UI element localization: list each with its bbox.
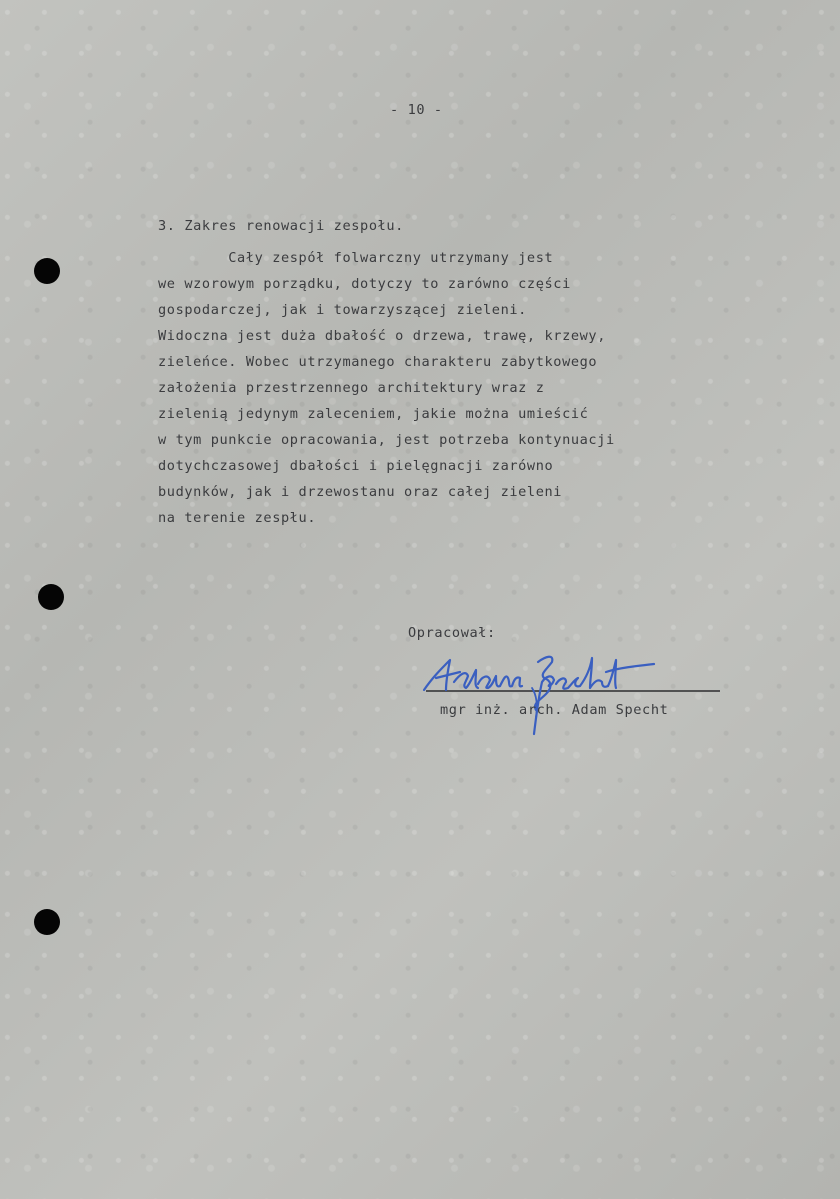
body-line: we wzorowym porządku, dotyczy to zarówno części bbox=[158, 276, 571, 292]
body-line: zielenią jedynym zaleceniem, jakie można umieścić bbox=[158, 406, 589, 422]
body-line: w tym punkcie opracowania, jest potrzeba kontynuacji bbox=[158, 432, 615, 448]
punch-hole-bottom bbox=[34, 909, 60, 935]
body-line: założenia przestrzennego architektury wraz z bbox=[158, 380, 545, 396]
handwritten-signature bbox=[420, 648, 730, 738]
body-line: Widoczna jest duża dbałość o drzewa, trawę, krzewy, bbox=[158, 328, 606, 344]
body-line: gospodarczej, jak i towarzyszącej zieleni. bbox=[158, 302, 527, 318]
punch-hole-top bbox=[34, 258, 60, 284]
body-line: dotychczasowej dbałości i pielęgnacji zarówno bbox=[158, 458, 554, 474]
body-line: Cały zespół folwarczny utrzymany jest bbox=[158, 250, 554, 266]
punch-hole-middle bbox=[38, 584, 64, 610]
signature-ink bbox=[424, 657, 654, 734]
signer-name: mgr inż. arch. Adam Specht bbox=[440, 702, 669, 718]
page-number: - 10 - bbox=[390, 102, 443, 118]
body-line: na terenie zespłu. bbox=[158, 510, 317, 526]
section-heading: 3. Zakres renowacji zespołu. bbox=[158, 218, 404, 234]
body-line: zieleńce. Wobec utrzymanego charakteru zabytkowego bbox=[158, 354, 598, 370]
prepared-by-label: Opracował: bbox=[408, 625, 496, 641]
body-line: budynków, jak i drzewostanu oraz całej zieleni bbox=[158, 484, 563, 500]
